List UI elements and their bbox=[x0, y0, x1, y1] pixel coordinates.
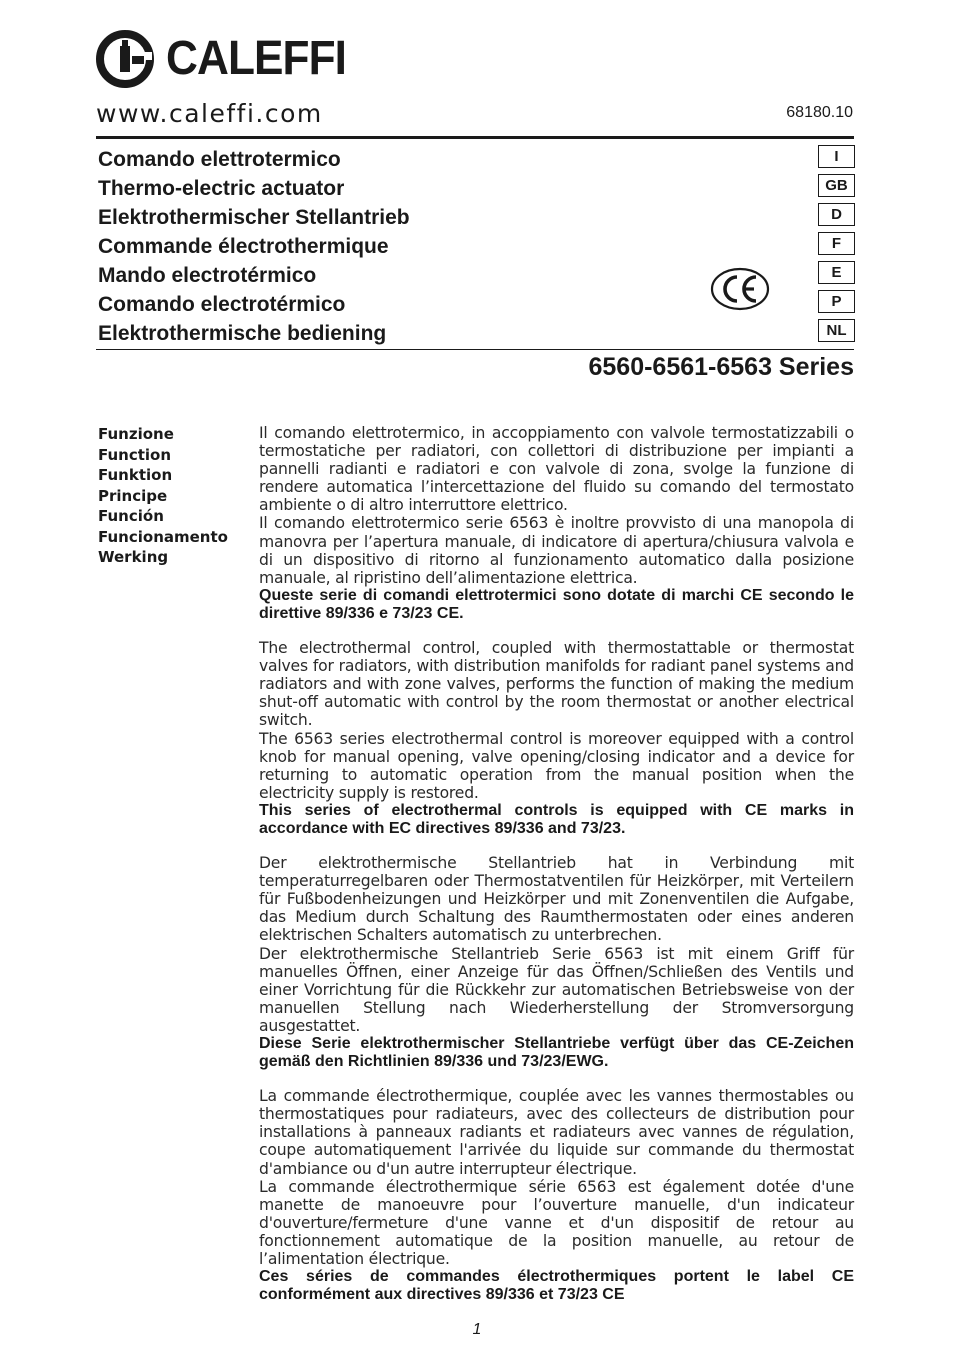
paragraph: The 6563 series electrothermal control is moreover equipped with a control knob for manual opening, valve opening/closing indicator and a device for returning to automatic operation from the manual position when the electricity supply is restored. bbox=[259, 729, 854, 802]
function-label-gb: Function bbox=[98, 445, 172, 464]
language-index bbox=[818, 145, 855, 348]
function-label-fr: Principe bbox=[98, 486, 168, 505]
ce-mark-icon bbox=[710, 267, 770, 311]
function-label-nl: Werking bbox=[98, 548, 169, 566]
language-badge-pt: P bbox=[818, 290, 855, 313]
paragraph: Il comando elettrotermico serie 6563 è inoltre provvisto di una manopola di manovra per l’apertura manuale, di indicatore di apertura/chiusura valvola e di un dispositivo di ritorno al funzionamento automatico dalla posizione manuale, al ripristino dell’alimentazione elettrica. bbox=[259, 514, 854, 587]
function-description bbox=[259, 424, 854, 1304]
website-url[interactable]: www.caleffi.com bbox=[96, 99, 323, 128]
section-french bbox=[259, 1087, 854, 1304]
title-de: Elektrothermischer Stellantrieb bbox=[98, 206, 410, 229]
title-pt: Comando electrotérmico bbox=[98, 293, 346, 316]
ce-statement: Queste serie di comandi elettrotermici sono dotate di marchi CE secondo le direttive 89/336 e 73/23 CE. bbox=[259, 586, 854, 622]
language-badge-it: I bbox=[818, 145, 855, 168]
language-badge-fr: F bbox=[818, 232, 855, 255]
section-german bbox=[259, 854, 854, 1071]
ce-statement: Ces séries de commandes électrothermiques portent le label CE conformément aux directives 89/336 et 73/23 CE bbox=[259, 1268, 854, 1304]
title-nl: Elektrothermische bediening bbox=[98, 322, 387, 345]
page-number: 1 bbox=[472, 1321, 482, 1338]
paragraph: La commande électrothermique, couplée avec les vannes thermostables ou thermostatiques pour radiateurs, avec des collecteurs de distribution pour installations à panneaux radiants et radiateurs avec vannes de régulation, coupe automatiquement l'arrivée du liquide sur commande du thermostat d'ambiance ou d'un autre interrupteur électrique. bbox=[259, 1087, 854, 1178]
titles-divider bbox=[96, 349, 854, 350]
caleffi-logo-icon bbox=[96, 30, 154, 88]
paragraph: Il comando elettrotermico, in accoppiamento con valvole termostatizzabili o termostatiche per radiatori, con collettori di distribuzione per impianti a pannelli radianti e radiatori e con valvole di zona, svolge la funzione di rendere automatica l’intercettazione del fluido su comando del termostato ambiente o di altro interruttore elettrico. bbox=[259, 424, 854, 515]
function-labels bbox=[98, 424, 228, 568]
function-label-it: Funzione bbox=[98, 425, 174, 443]
function-label-de: Funktion bbox=[98, 466, 173, 484]
ce-statement: This series of electrothermal controls is equipped with CE marks in accordance with EC directives 89/336 and 73/23. bbox=[259, 801, 854, 837]
paragraph: Der elektrothermische Stellantrieb Serie 6563 ist mit einem Griff für manuelles Öffnen, einer Anzeige für das Öffnen/Schließen des Ventils und einer Vorrichtung für die Rückkehr zur automatischen Betriebsweise von der manuellen Stellung nach Wiederherstellung der Stromversorgung ausgestattet. bbox=[259, 944, 854, 1035]
language-badge-de: D bbox=[818, 203, 855, 226]
title-fr: Commande électrothermique bbox=[98, 235, 389, 258]
language-badge-es: E bbox=[818, 261, 855, 284]
language-badge-gb: GB bbox=[818, 174, 855, 197]
product-titles bbox=[98, 145, 410, 348]
section-italian bbox=[259, 424, 854, 623]
function-label-es: Función bbox=[98, 507, 164, 525]
brand-wordmark: CALEFFI bbox=[166, 32, 346, 85]
title-gb: Thermo-electric actuator bbox=[98, 177, 345, 200]
title-it: Comando elettrotermico bbox=[98, 148, 341, 171]
function-label-pt: Funcionamento bbox=[98, 527, 228, 546]
document-number: 68180.10 bbox=[786, 104, 853, 121]
paragraph: The electrothermal control, coupled with thermostattable or thermostat valves for radiators, with distribution manifolds for radiant panel systems and radiators and with zone valves, performs the function of making the medium shut-off automatic with control by the room thermostat or another electrical switch. bbox=[259, 639, 854, 730]
series-heading: 6560-6561-6563 Series bbox=[588, 353, 854, 381]
ce-statement: Diese Serie elektrothermischer Stellantriebe verfügt über das CE-Zeichen gemäß den Richtlinien 89/336 und 73/23/EWG. bbox=[259, 1035, 854, 1071]
paragraph: Der elektrothermische Stellantrieb hat in Verbindung mit temperaturregelbaren oder Thermostatventilen für Heizkörper, mit Verteilern für Fußbodenheizungen und Heizkörper und mit Zonenventilen die Aufgabe, das Medium durch Schaltung des Raumthermostaten oder eines anderen elektrischen Schalters automatisch zu unterbrechen. bbox=[259, 854, 854, 945]
caleffi-logo bbox=[96, 30, 356, 90]
language-badge-nl: NL bbox=[818, 319, 855, 342]
title-es: Mando electrotérmico bbox=[98, 264, 317, 287]
header-divider bbox=[96, 136, 854, 139]
section-english bbox=[259, 639, 854, 838]
paragraph: La commande électrothermique série 6563 est également dotée d'une manette de manoeuvre pour l’ouverture manuelle, d'un indicateur d'ouverture/fermeture d'une vanne et d'un dispositif de retour au fonctionnement automatique de la position manuelle, au retour de l’alimentation électrique. bbox=[259, 1177, 854, 1269]
